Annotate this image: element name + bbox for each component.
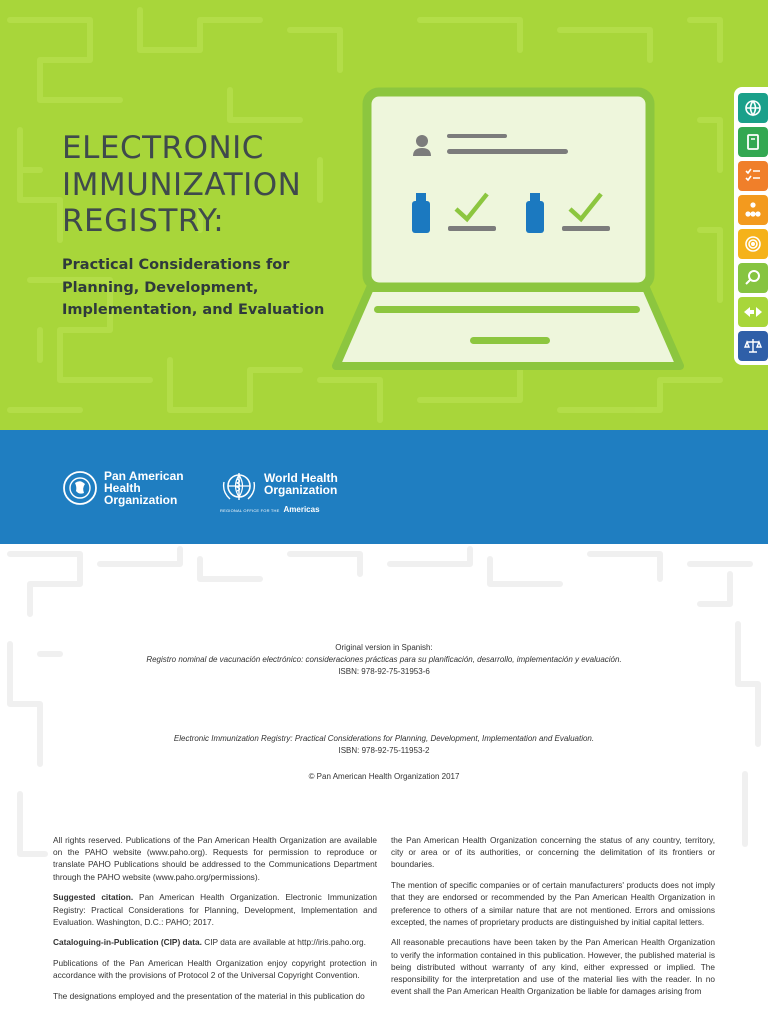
- mention-paragraph: The mention of specific companies or of certain manufacturers' products does not imply that they are endorsed or recommended by the Pan American Health Organization in preference to others of a similar nature that are not mentioned. Errors and omissions excepted, the names of proprietary products are distinguished by initial capital letters.: [391, 880, 715, 927]
- original-version-block: [34, 642, 734, 678]
- who-region-name: Americas: [283, 505, 320, 514]
- english-version-block: [34, 733, 734, 757]
- tab-globe[interactable]: [738, 93, 768, 123]
- title-line: ELECTRONIC: [62, 130, 264, 166]
- cip-paragraph: [53, 936, 377, 948]
- who-name-line: World Health: [264, 471, 338, 485]
- paho-name-line: Pan American: [104, 469, 184, 483]
- status-paragraph: the Pan American Health Organization concerning the status of any country, territory, city or area or of its authorities, or concerning the delimitation of its frontiers or boundaries.: [391, 835, 715, 870]
- citation-paragraph: [53, 891, 377, 928]
- copyright-block: [34, 771, 734, 783]
- title-line: REGISTRY:: [62, 203, 225, 239]
- colophon-page: [0, 544, 768, 1024]
- tab-target[interactable]: [738, 229, 768, 259]
- paho-emblem-icon: [62, 470, 98, 506]
- magnifier-icon: [743, 268, 763, 288]
- tab-scale[interactable]: [738, 331, 768, 361]
- tab-arrows[interactable]: [738, 297, 768, 327]
- subtitle-line: Planning, Development,: [62, 279, 259, 296]
- english-title: Electronic Immunization Registry: Practical Considerations for Planning, Development, Implementation and Evaluation.: [173, 734, 595, 743]
- copyright-notice: © Pan American Health Organization 2017: [308, 772, 460, 781]
- original-version-label: Original version in Spanish:: [335, 643, 433, 652]
- document-title: [62, 130, 301, 240]
- paho-name-line: Organization: [104, 493, 178, 507]
- cip-text: CIP data are available at http://iris.paho.org.: [204, 937, 366, 948]
- subtitle-line: Practical Considerations for: [62, 257, 290, 273]
- tab-checklist[interactable]: [738, 161, 768, 191]
- who-name-line: Organization: [264, 483, 338, 497]
- series-tabs: [734, 87, 768, 365]
- right-column: [391, 834, 715, 1006]
- title-line: IMMUNIZATION: [62, 166, 302, 203]
- who-region: [220, 505, 320, 514]
- paho-logo: [62, 470, 184, 506]
- tab-network[interactable]: [738, 195, 768, 225]
- paho-name-line: Health: [104, 481, 141, 495]
- citation-label: Suggested citation.: [53, 892, 134, 903]
- laptop-illustration: [330, 86, 690, 376]
- tab-book[interactable]: [738, 127, 768, 157]
- network-icon: [743, 200, 763, 220]
- paho-name: [104, 470, 184, 506]
- left-column: [53, 834, 377, 1011]
- checklist-icon: [743, 166, 763, 186]
- spanish-title: Registro nominal de vacunación electrónico: consideraciones prácticas para su planificación, desarrollo, implementación y evaluación.: [146, 655, 622, 664]
- scale-icon: [743, 336, 763, 356]
- arrows-icon: [742, 302, 764, 322]
- cover-section: [0, 0, 768, 430]
- rights-paragraph: All rights reserved. Publications of the Pan American Health Organization are available on the PAHO website (www.paho.org). Requests for permission to reproduce or translate PAHO Publications should be addressed to the Communications Department through the PAHO website (www.paho.org/permissions).: [53, 835, 377, 882]
- subtitle-line: Implementation, and Evaluation: [62, 302, 325, 318]
- who-region-prefix: REGIONAL OFFICE FOR THE: [220, 508, 280, 513]
- globe-icon: [743, 98, 763, 118]
- cip-label: Cataloguing-in-Publication (CIP) data.: [53, 937, 202, 948]
- designations-paragraph: The designations employed and the presentation of the material in this publication do: [53, 991, 365, 1002]
- who-logo: [220, 470, 338, 504]
- precautions-paragraph: All reasonable precautions have been taken by the Pan American Health Organization to verify the information contained in this publication. However, the published material is being distributed without warranty of any kind, either expressed or implied. The responsibility for the interpretation and use of the material lies with the reader. In no event shall the Pan American Health Organization be liable for damages arising from: [391, 937, 715, 997]
- isbn-english: ISBN: 978-92-75-11953-2: [338, 746, 430, 755]
- target-icon: [743, 234, 763, 254]
- book-icon: [743, 132, 763, 152]
- citation-text: Pan American Health Organization. Electronic Immunization Registry: Practical Considerations for Planning, Development, Implementation and Evaluation. Washington, D.C.: PAHO; 2017.: [53, 892, 377, 927]
- document-subtitle: [62, 254, 324, 322]
- who-name: [264, 472, 338, 496]
- who-emblem-icon: [220, 470, 258, 504]
- tab-magnifier[interactable]: [738, 263, 768, 293]
- copyright-protection-paragraph: Publications of the Pan American Health Organization enjoy copyright protection in accordance with the provisions of Protocol 2 of the Universal Copyright Convention.: [53, 958, 377, 981]
- isbn-spanish: ISBN: 978-92-75-31953-6: [338, 667, 430, 676]
